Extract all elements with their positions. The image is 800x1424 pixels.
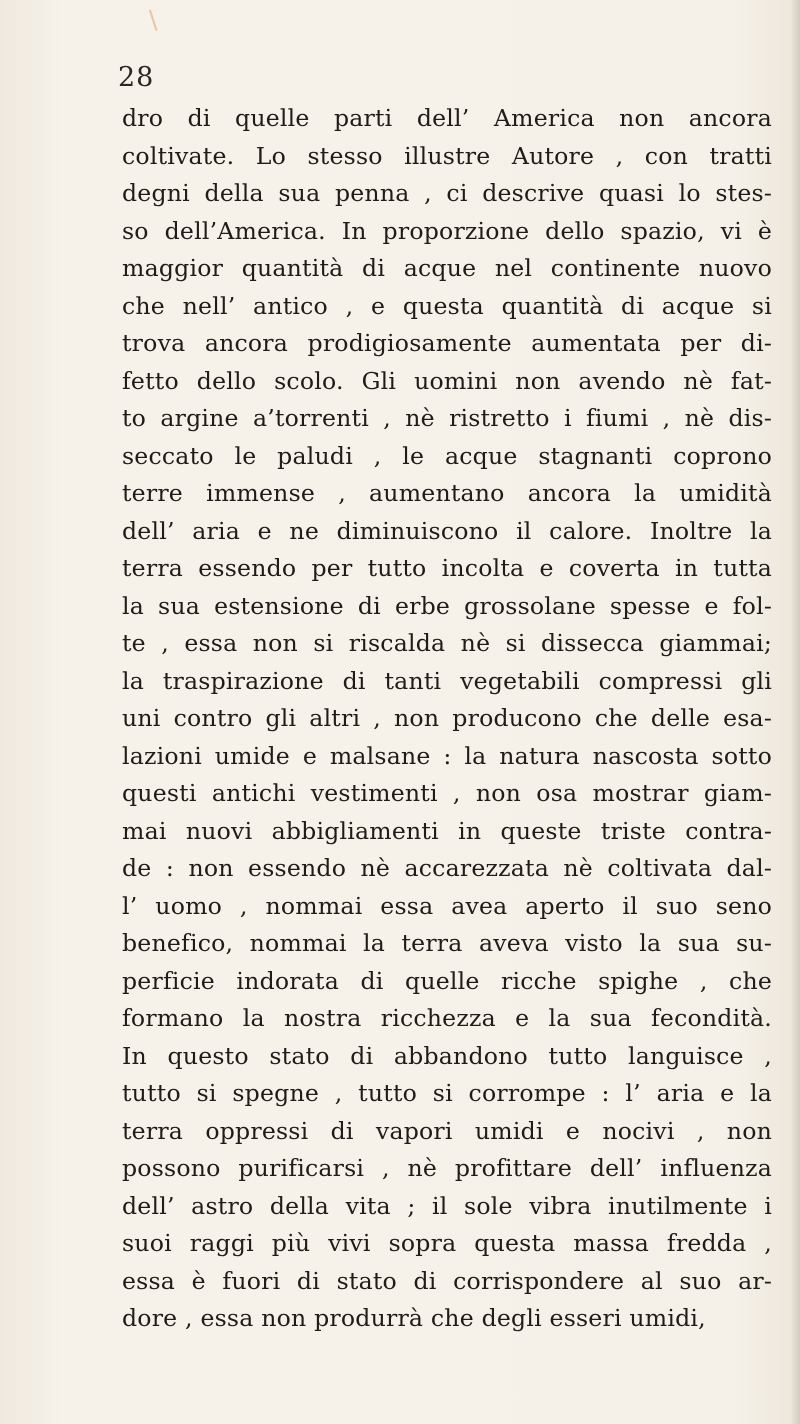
ink-mark	[149, 7, 165, 31]
text-line-17: uni contro gli altri , non producono che delle esa-	[122, 704, 772, 732]
text-line-25: formano la nostra ricchezza e la sua fecondità.	[122, 1004, 772, 1032]
text-line-18: lazioni umide e malsane : la natura nascosta sotto	[122, 741, 772, 770]
text-line-11: terre immense , aumentano ancora la umidità	[122, 479, 772, 507]
text-line-21: de : non essendo nè accarezzata nè coltivata dal-	[122, 854, 772, 882]
text-line-32: essa è fuori di stato di corrispondere al suo ar-	[122, 1266, 772, 1295]
text-line-16: la traspirazione di tanti vegetabili compressi gli	[122, 666, 772, 695]
text-line-28: terra oppressi di vapori umidi e nocivi , non	[122, 1116, 772, 1145]
text-line-12: dell’ aria e ne diminuiscono il calore. Inoltre la	[122, 516, 772, 545]
page-edge-shadow	[790, 0, 800, 1424]
text-line-5: maggior quantità di acque nel continente nuovo	[122, 254, 772, 282]
text-line-9: to argine a’torrenti , nè ristretto i fiumi , nè dis-	[122, 404, 772, 432]
text-line-29: possono purificarsi , nè profittare dell’ influenza	[122, 1154, 772, 1182]
text-line-30: dell’ astro della vita ; il sole vibra inutilmente i	[122, 1191, 772, 1220]
text-line-13: terra essendo per tutto incolta e coverta in tutta	[122, 554, 772, 582]
text-line-4: so dell’America. In proporzione dello spazio, vi è	[122, 216, 772, 245]
text-line-19: questi antichi vestimenti , non osa mostrar giam-	[122, 779, 772, 807]
text-line-26: In questo stato di abbandono tutto languisce ,	[122, 1041, 772, 1070]
body-text	[122, 100, 772, 1338]
text-line-6: che nell’ antico , e questa quantità di acque si	[122, 291, 772, 320]
text-line-15: te , essa non si riscalda nè si dissecca giammai;	[122, 629, 772, 657]
text-line-3: degni della sua penna , ci descrive quasi lo stes-	[122, 179, 772, 207]
text-line-22: l’ uomo , nommai essa avea aperto il suo seno	[122, 891, 772, 920]
page-number: 28	[118, 62, 155, 93]
text-line-33: dore , essa non produrrà che degli esseri umidi,	[122, 1304, 706, 1332]
text-line-2: coltivate. Lo stesso illustre Autore , con tratti	[122, 141, 772, 170]
text-line-20: mai nuovi abbigliamenti in queste triste contra-	[122, 816, 772, 845]
text-line-10: seccato le paludi , le acque stagnanti coprono	[122, 441, 772, 470]
text-line-8: fetto dello scolo. Gli uomini non avendo nè fat-	[122, 366, 772, 395]
text-line-27: tutto si spegne , tutto si corrompe : l’ aria e la	[122, 1079, 772, 1107]
text-line-24: perficie indorata di quelle ricche spighe , che	[122, 966, 772, 995]
text-line-1: dro di quelle parti dell’ America non ancora	[122, 104, 772, 132]
text-line-7: trova ancora prodigiosamente aumentata per di-	[122, 329, 772, 357]
text-line-31: suoi raggi più vivi sopra questa massa fredda ,	[122, 1229, 772, 1257]
text-line-23: benefico, nommai la terra aveva visto la sua su-	[122, 929, 772, 957]
text-line-14: la sua estensione di erbe grossolane spesse e fol-	[122, 591, 772, 620]
